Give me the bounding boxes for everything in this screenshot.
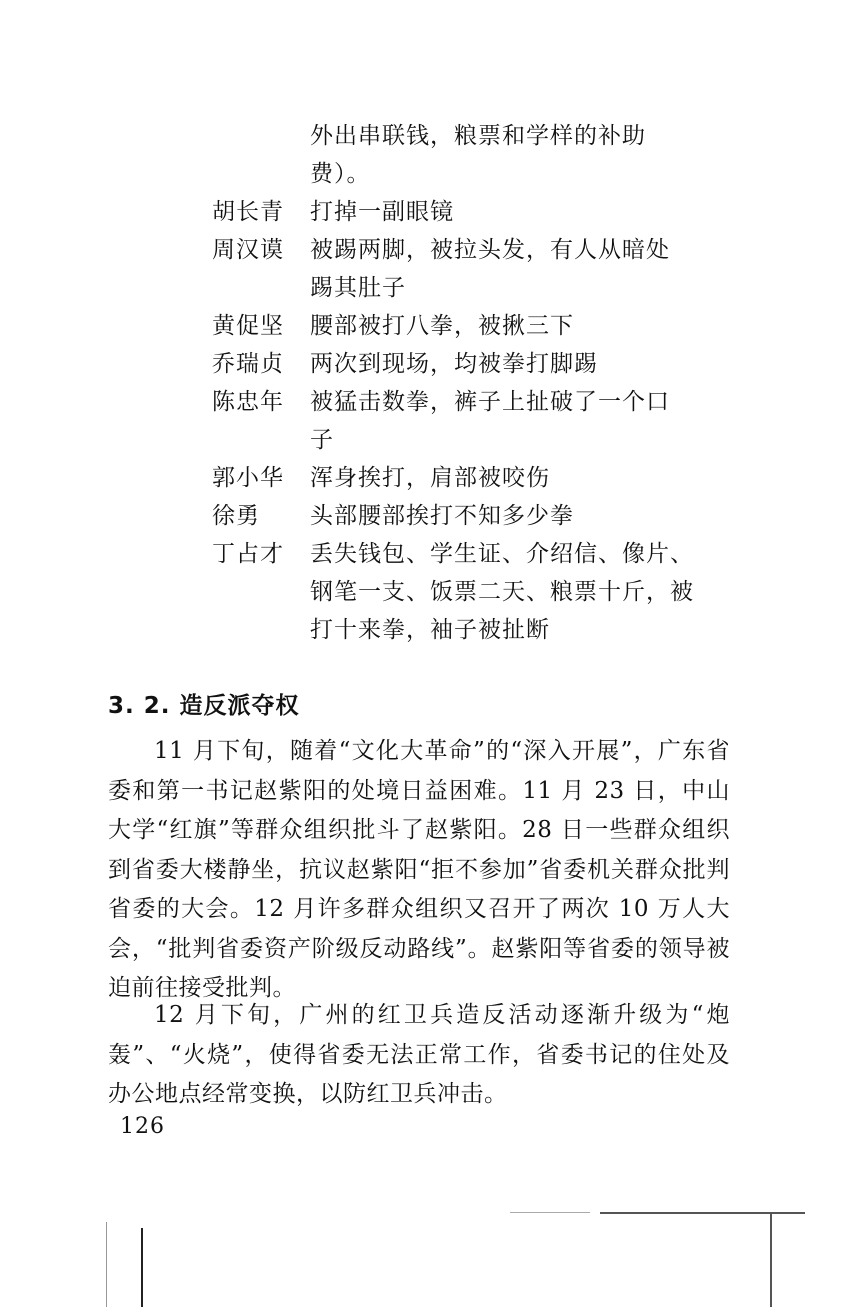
- injury-row: [212, 460, 712, 496]
- scan-edge-line: [510, 1212, 590, 1213]
- injury-description: 子: [310, 427, 334, 453]
- injury-description: 浑身挨打，肩部被咬伤: [310, 465, 550, 491]
- injury-name: 徐勇: [212, 503, 260, 529]
- injury-row: [212, 536, 712, 572]
- injury-description: 被踢两脚，被拉头发，有人从暗处: [310, 237, 670, 263]
- injury-name: 陈忠年: [212, 389, 284, 415]
- injury-row: [212, 156, 712, 192]
- injury-description: 丢失钱包、学生证、介绍信、像片、: [310, 541, 694, 567]
- injury-row: [212, 270, 712, 306]
- injury-name: 周汉谟: [212, 237, 284, 263]
- injury-row: [212, 346, 712, 382]
- page-number: 126: [120, 1114, 165, 1139]
- injury-list: [212, 118, 712, 650]
- injury-description: 费）。: [310, 161, 371, 187]
- injury-description: 外出串联钱，粮票和学样的补助: [310, 123, 646, 149]
- injury-description: 头部腰部挨打不知多少拳: [310, 503, 574, 529]
- injury-description: 腰部被打八拳，被揪三下: [310, 313, 574, 339]
- injury-row: [212, 384, 712, 420]
- injury-description: 钢笔一支、饭票二天、粮票十斤，被: [310, 579, 694, 605]
- injury-row: [212, 194, 712, 230]
- injury-row: [212, 308, 712, 344]
- scan-edge-line: [600, 1212, 805, 1214]
- injury-description: 两次到现场，均被拳打脚踢: [310, 351, 598, 377]
- injury-description: 打掉一副眼镜: [310, 199, 454, 225]
- injury-description: 打十来拳，袖子被扯断: [310, 617, 550, 643]
- injury-name: 胡长青: [212, 199, 284, 225]
- injury-description: 被猛击数拳，裤子上扯破了一个口: [310, 389, 670, 415]
- injury-row: [212, 232, 712, 268]
- section-heading: 3. 2. 造反派夺权: [108, 693, 300, 719]
- scan-edge-line: [106, 1222, 107, 1307]
- scan-edge-line: [770, 1214, 772, 1307]
- body-paragraph: 11 月下旬，随着“文化大革命”的“深入开展”，广东省委和第一书记赵紫阳的处境日益困难。11 月 23 日，中山大学“红旗”等群众组织批斗了赵紫阳。28 日一些群众组织到省委大楼静坐，抗议赵紫阳“拒不参加”省委机关群众批判省委的大会。12 月许多群众组织又召开了两次 10 万人大会，“批判省委资产阶级反动路线”。赵紫阳等省委的领导被迫前往接受批判。: [108, 738, 730, 1001]
- scan-edge-line: [141, 1228, 143, 1307]
- injury-row: [212, 574, 712, 610]
- body-paragraph: 12 月下旬，广州的红卫兵造反活动逐渐升级为“炮轰”、“火烧”，使得省委无法正常工作，省委书记的住处及办公地点经常变换，以防红卫兵冲击。: [108, 1002, 730, 1107]
- injury-name: 郭小华: [212, 465, 284, 491]
- injury-name: 丁占才: [212, 541, 284, 567]
- injury-name: 黄促坚: [212, 313, 284, 339]
- injury-row: [212, 422, 712, 458]
- injury-row: [212, 118, 712, 154]
- injury-description: 踢其肚子: [310, 275, 406, 301]
- injury-row: [212, 498, 712, 534]
- injury-row: [212, 612, 712, 648]
- injury-name: 乔瑞贞: [212, 351, 284, 377]
